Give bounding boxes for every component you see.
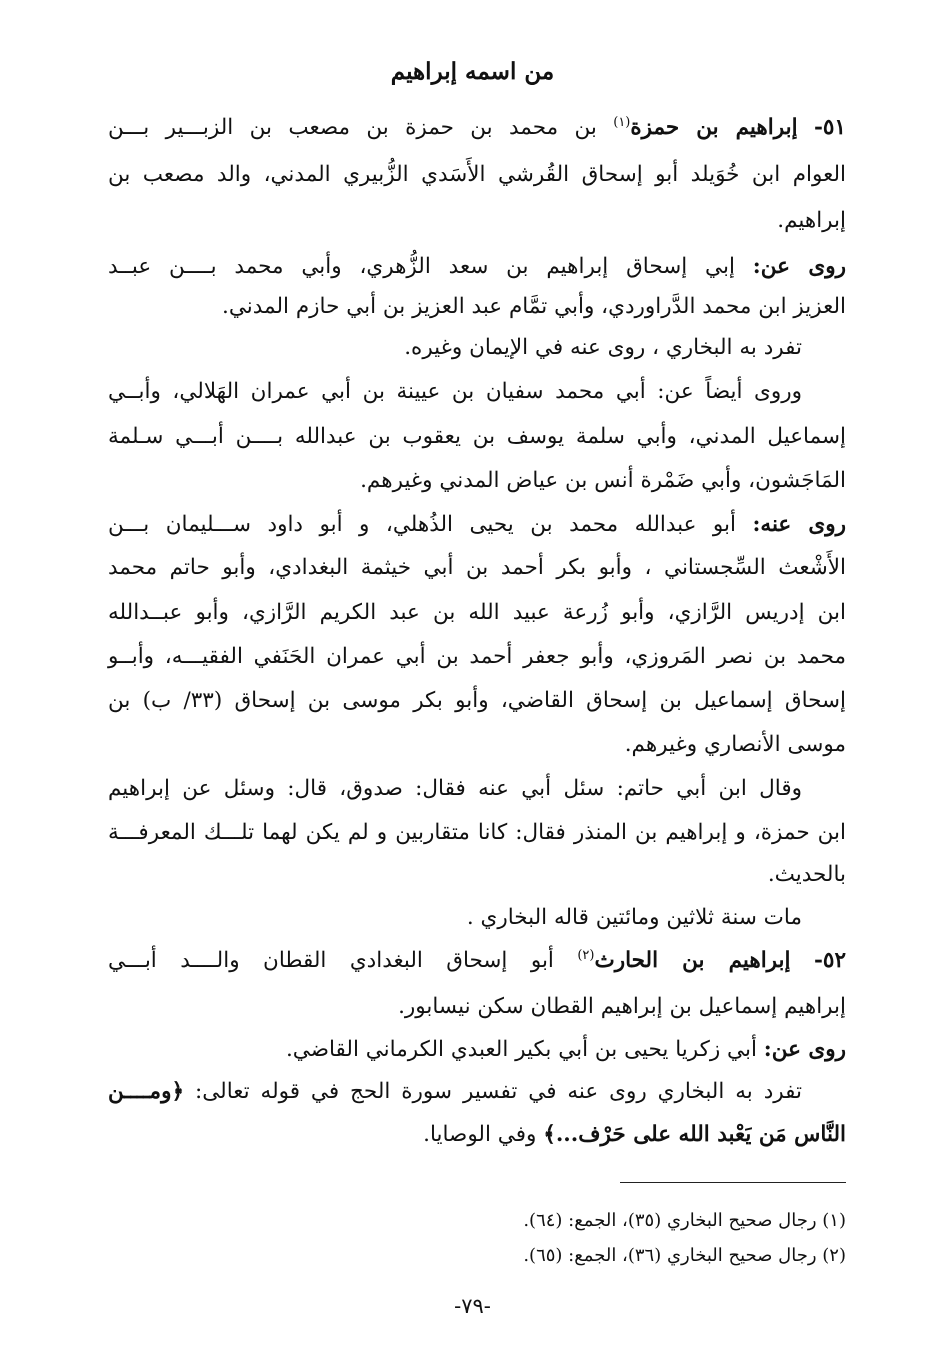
text-line: بالحديث. [767,862,846,887]
text-line: إسحاق إسماعيل بن إسحاق القاضي، وأبو بكر موسى بن إسحاق (٣٣/ ب) بن [108,688,847,713]
text-line: العزيز ابن محمد الدَّراوردي، وأبي تمَّام عبد العزيز بن أبي حازم المدني. [222,294,846,319]
text-line: تفرد به البخاري ، روى عنه في الإيمان وغيره. [404,335,802,360]
footnote-ref: (٢) [577,947,595,963]
section-label: روى عن: [752,254,846,279]
section-label: روى عن: [763,1037,846,1062]
text-line: وقال ابن أبي حاتم: سئل أبي عنه فقال: صدوق، قال: وسئل عن إبراهيم [108,776,802,801]
quran-quote: النَّاس مَن يَعْبد الله على حَرْف...﴾ [543,1122,846,1147]
text-line: وروى أيضاً عن: أبي محمد سفيان بن عيينة بن أبي عمران الهَلالي، وأبــي [108,379,802,404]
text-line: ابن حمزة، و إبراهيم بن المنذر فقال: كانا متقاربين و لم يكن لهما تلـــك المعرفـــة [108,820,846,845]
entry-number: ٥٢- [813,948,846,973]
text-line: تفرد به البخاري روى عنه في تفسير سورة الحج في قوله تعالى: [195,1079,802,1104]
footnote-divider [620,1182,846,1183]
quran-quote: ﴿ومــــن [108,1079,185,1104]
tafsir-line [108,1077,846,1107]
text-line: إسماعيل المدني، وأبي سلمة يوسف بن يعقوب بن عبدالله بــــن أبـــي سـلمة [108,424,846,449]
footnote-ref: (١) [613,114,631,130]
riwaya-line [108,1035,846,1065]
text-line: محمد بن نصر المَروزي، وأبو جعفر أحمد بن أبي عمران الحَنَفي الفقيـــه، وأبــو [108,644,846,669]
entry-name: إبراهيم بن حمزة [630,115,798,140]
running-header: من اسمه إبراهيم [390,58,555,85]
text-line: بن محمد بن حمزة بن مصعب بن الزبـــير بـــن [108,115,597,140]
footnote: (٢) رجال صحيح البخاري (٣٦)، الجمع: (٦٥). [523,1245,846,1266]
text-line: إبي إسحاق إبراهيم بن سعد الزُّهري، وأبي محمد بــــن عبــد [108,254,735,279]
entry-name: إبراهيم بن الحارث [594,948,791,973]
text-line: أبو إسحاق البغدادي القطان والــــد أبـــي [108,948,554,973]
text-line: وفي الوصايا. [423,1122,537,1147]
text-line: أبو عبدالله محمد بن يحيى الذُهلي، و أبو داود ســـليمان بـــن [108,512,736,537]
text-line: إبراهيم. [777,208,846,233]
text-line: الأَشْعث السِّجستاني ، وأبو بكر أحمد بن أبي خيثمة البغدادي، وأبو حاتم محمد [108,555,846,580]
text-line: موسى الأنصاري وغيرهم. [624,732,846,757]
entry-52-line-1 [108,946,846,976]
text-line: مات سنة ثلاثين ومائتين قاله البخاري . [466,905,802,930]
entry-number: ٥١- [813,115,846,140]
text-line: إبراهيم إسماعيل بن إبراهيم القطان سكن نيسابور. [398,994,846,1019]
text-line: العوام ابن خُوَيلد أبو إسحاق القُرشي الأَسَدي الزُّبيري المدني، والد مصعب بن [108,162,846,187]
tafsir-line [108,1120,846,1150]
text-line: ابن إدريس الرَّازي، وأبو زُرعة عبيد الله بن عبد الكريم الرَّازي، وأبو عبــدالله [108,600,846,625]
entry-51-line-1 [108,113,846,143]
text-line: أبي زكريا يحيى بن أبي بكير العبدي الكرماني القاضي. [285,1037,757,1062]
text-line: المَاجَشون، وأبي ضَمْرة أنس بن عياض المدني وغيرهم. [360,468,846,493]
section-label: روى عنه: [752,512,846,537]
riwaya-line [108,252,846,282]
page-number: -٧٩- [454,1294,491,1318]
riwaya-line [108,510,846,540]
footnote: (١) رجال صحيح البخاري (٣٥)، الجمع: (٦٤). [523,1210,846,1231]
